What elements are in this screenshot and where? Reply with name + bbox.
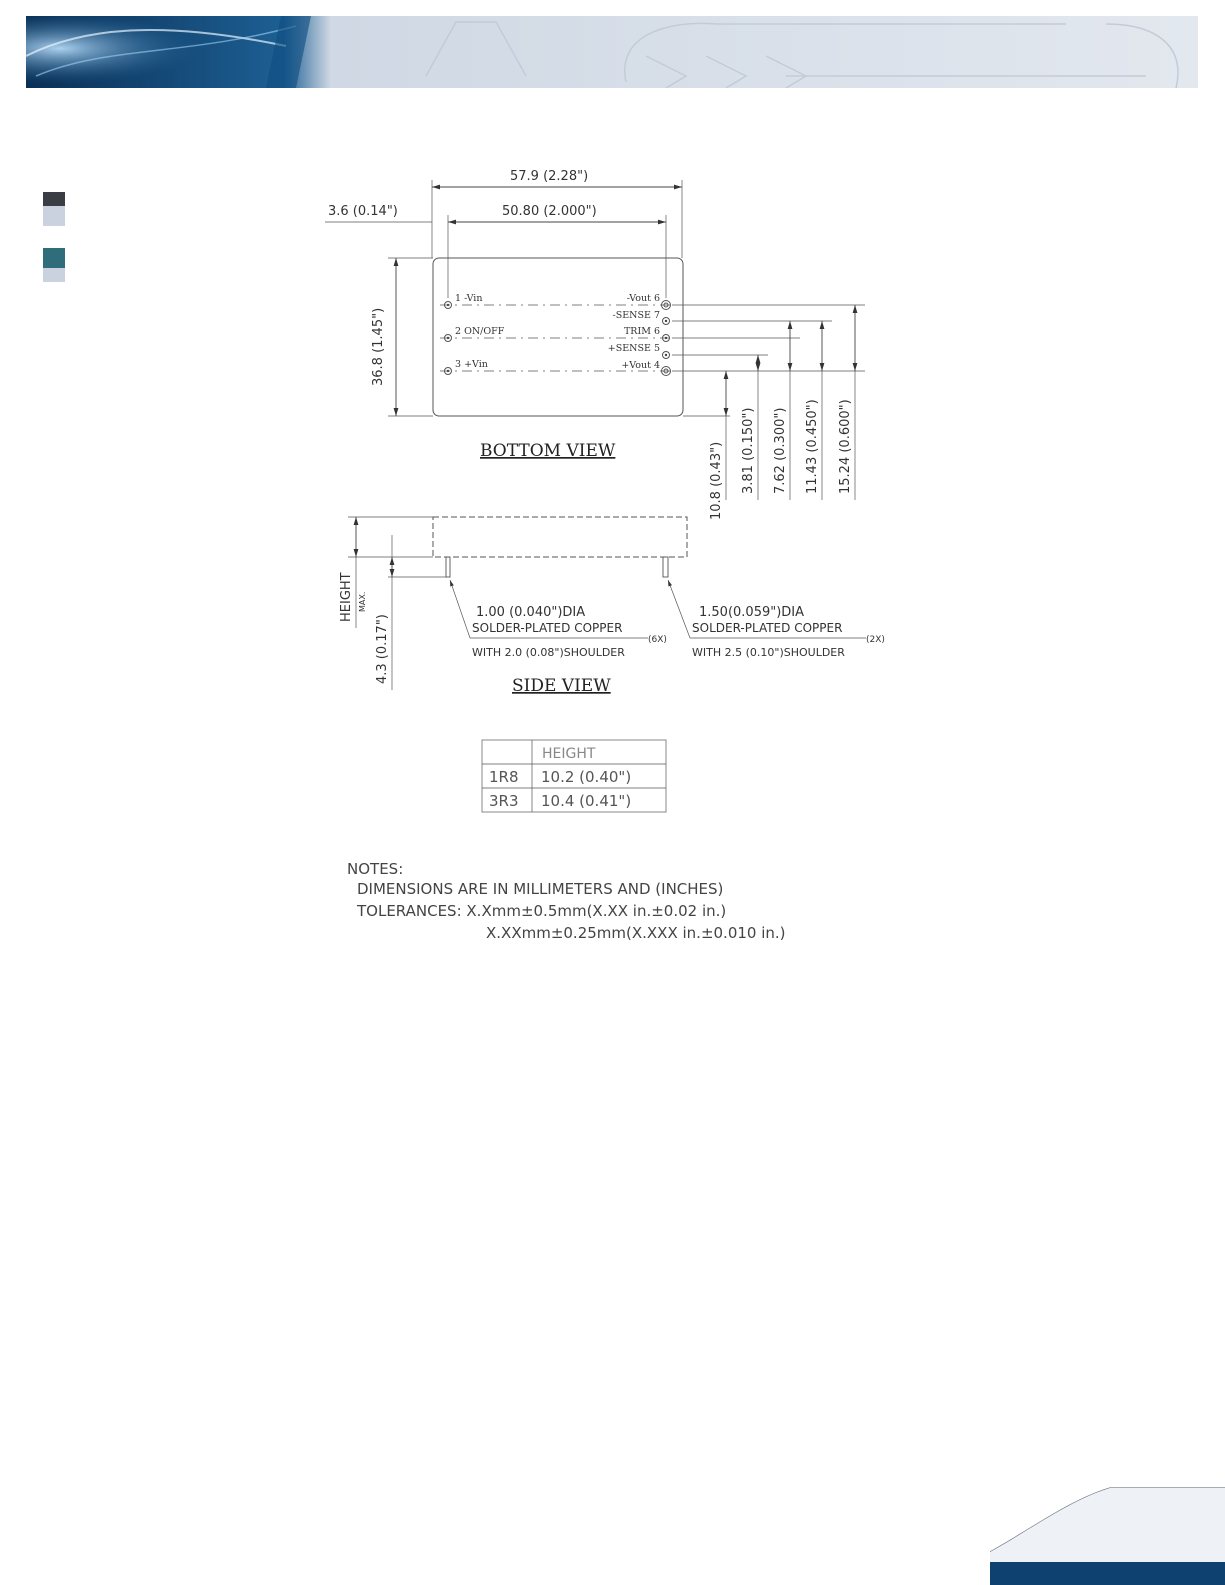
pin-small-line3: WITH 2.0 (0.08")SHOULDER <box>472 646 625 659</box>
module-outline <box>433 258 683 416</box>
dim-overall-width: 57.9 (2.28") <box>510 169 589 184</box>
pin-sense-neg-center <box>665 320 667 322</box>
dim-11-43: 11.43 (0.450") <box>805 399 820 494</box>
footer-corner-bar <box>990 1562 1225 1585</box>
pin-label-1: 1 -Vin <box>455 293 483 304</box>
pin-small-qty: (6X) <box>648 635 667 645</box>
bottom-view <box>325 169 865 520</box>
pin-large-qty: (2X) <box>866 635 885 645</box>
dim-7-62: 7.62 (0.300") <box>773 407 788 494</box>
notes-line-2: TOLERANCES: X.Xmm±0.5mm(X.XX in.±0.02 in.) <box>357 902 727 920</box>
dim-3-81: 3.81 (0.150") <box>741 407 756 494</box>
side-pin-large <box>663 557 668 577</box>
side-view-title: SIDE VIEW <box>512 676 611 696</box>
pin-large-line1: 1.50(0.059")DIA <box>699 605 805 620</box>
pin-small-line1: 1.00 (0.040")DIA <box>476 605 586 620</box>
side-body-outline <box>433 517 687 557</box>
side-pin-length: 4.3 (0.17") <box>375 614 390 684</box>
height-table <box>482 740 666 812</box>
notes-line-1: DIMENSIONS ARE IN MILLIMETERS AND (INCHES) <box>357 880 724 898</box>
dim-height: 36.8 (1.45") <box>371 307 386 386</box>
dim-edge-offset: 3.6 (0.14") <box>328 204 398 219</box>
pin-small-line2: SOLDER-PLATED COPPER <box>472 621 623 635</box>
side-max-label: MAX. <box>358 591 367 612</box>
side-view <box>339 517 885 696</box>
pin-trim-center <box>665 337 667 339</box>
pin-label-vout-pos: +Vout 4 <box>621 360 660 371</box>
side-pin-small <box>446 557 450 577</box>
height-table-row-1-model: 1R8 <box>489 768 519 786</box>
bottom-view-title: BOTTOM VIEW <box>480 441 616 461</box>
pin-large-line2: SOLDER-PLATED COPPER <box>692 621 843 635</box>
notes-heading: NOTES: <box>347 860 404 878</box>
leader-pin-small <box>450 580 470 638</box>
dim-15-24: 15.24 (0.600") <box>838 399 853 494</box>
pin-label-vout-neg: -Vout 6 <box>626 293 660 304</box>
pin-sense-pos-center <box>665 354 667 356</box>
notes-block <box>347 860 786 942</box>
height-table-header: HEIGHT <box>542 746 596 762</box>
pin-label-trim: TRIM 6 <box>623 326 660 337</box>
pin-label-sense-pos: +SENSE 5 <box>607 343 660 354</box>
leader-pin-large <box>668 580 690 638</box>
notes-line-3: X.XXmm±0.25mm(X.XXX in.±0.010 in.) <box>486 924 786 942</box>
pin-label-2: 2 ON/OFF <box>455 326 505 337</box>
height-table-row-2-model: 3R3 <box>489 792 519 810</box>
pin-label-3: 3 +Vin <box>455 359 488 370</box>
height-table-row-1-height: 10.2 (0.40") <box>541 768 632 786</box>
pin-label-sense-neg: -SENSE 7 <box>612 310 660 321</box>
side-height-label: HEIGHT <box>339 572 354 622</box>
dim-10-8: 10.8 (0.43") <box>709 441 724 520</box>
height-table-row-2-height: 10.4 (0.41") <box>541 792 632 810</box>
pin-large-line3: WITH 2.5 (0.10")SHOULDER <box>692 646 845 659</box>
dim-pin-span: 50.80 (2.000") <box>502 204 597 219</box>
footer-corner-decoration <box>990 1480 1225 1585</box>
